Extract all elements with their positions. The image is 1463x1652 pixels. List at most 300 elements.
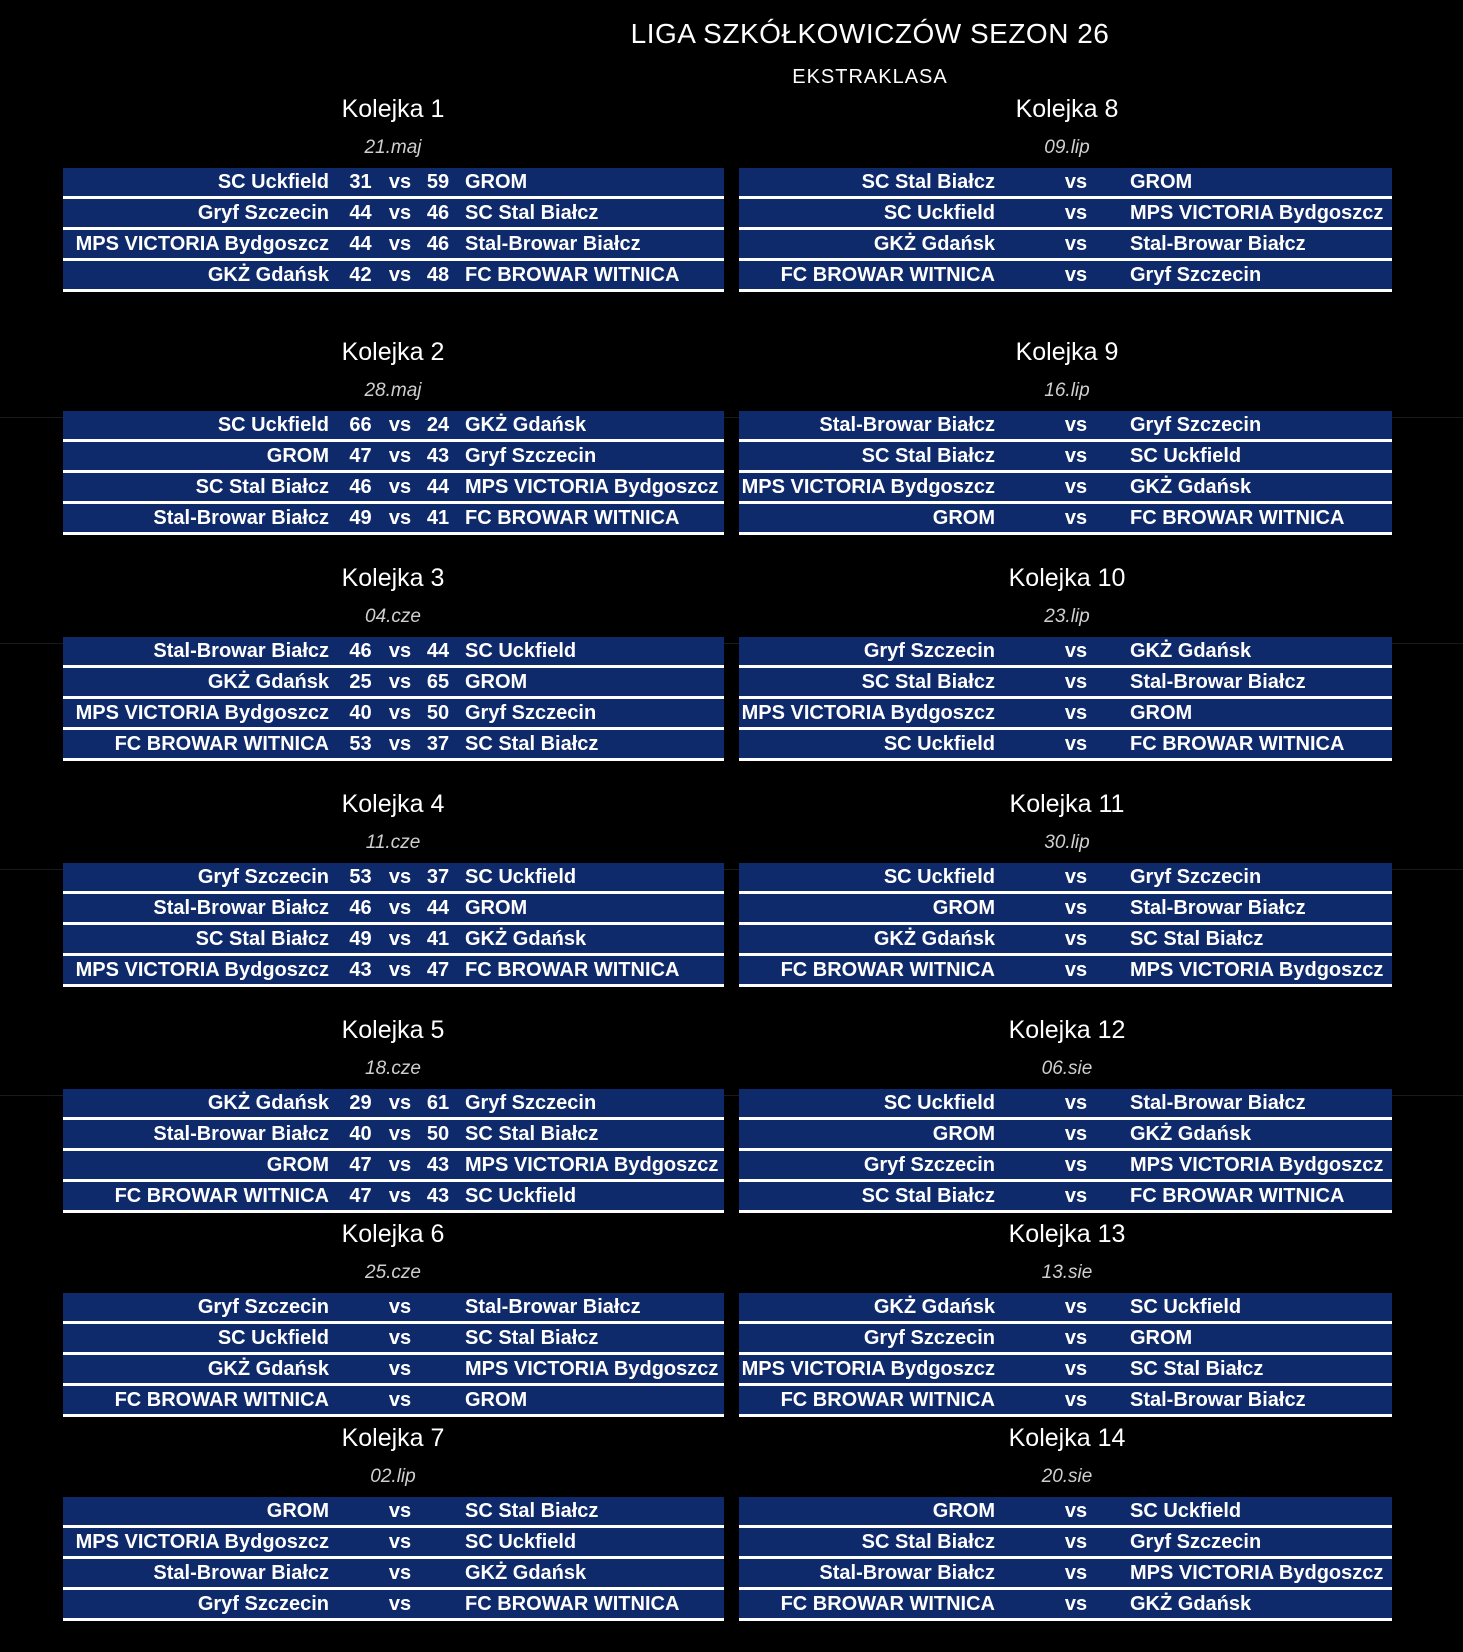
home-score: 47: [349, 1154, 372, 1176]
versus-label: vs: [388, 445, 412, 467]
match-list: [63, 863, 724, 987]
match-list: [63, 1497, 724, 1621]
home-score: 31: [349, 171, 372, 193]
home-team: SC Uckfield: [883, 866, 995, 888]
versus-label: vs: [388, 476, 412, 498]
home-team: Gryf Szczecin: [863, 1154, 995, 1176]
versus-label: vs: [388, 897, 412, 919]
match-row: [63, 1528, 724, 1559]
match-row: [739, 261, 1392, 292]
match-list: [63, 1089, 724, 1213]
versus-label: vs: [388, 1358, 412, 1380]
home-team: SC Uckfield: [883, 733, 995, 755]
match-row: [63, 699, 724, 730]
versus-label: vs: [388, 1123, 412, 1145]
round-title: Kolejka 7: [341, 1424, 445, 1452]
away-team: Gryf Szczecin: [1130, 264, 1262, 286]
away-team: Stal-Browar Białcz: [1130, 1389, 1306, 1411]
versus-label: vs: [1064, 1185, 1088, 1207]
away-team: SC Stal Białcz: [465, 202, 599, 224]
home-team: FC BROWAR WITNICA: [780, 264, 995, 286]
away-team: SC Stal Białcz: [465, 1500, 599, 1522]
versus-label: vs: [388, 1296, 412, 1318]
home-team: FC BROWAR WITNICA: [114, 1389, 329, 1411]
round-date: 20.sie: [1041, 1466, 1093, 1487]
away-team: SC Stal Białcz: [1130, 928, 1264, 950]
round-date: 11.cze: [365, 832, 421, 853]
match-row: [63, 894, 724, 925]
round-title: Kolejka 4: [341, 790, 445, 818]
match-row: [739, 442, 1392, 473]
round-title: Kolejka 12: [1008, 1016, 1126, 1044]
away-score: 46: [426, 202, 450, 224]
home-score: 40: [349, 702, 372, 724]
match-row: [739, 730, 1392, 761]
home-team: GROM: [932, 897, 995, 919]
away-team: Gryf Szczecin: [1130, 1531, 1262, 1553]
match-row: [739, 699, 1392, 730]
match-list: [739, 168, 1392, 292]
versus-label: vs: [388, 202, 412, 224]
away-team: GROM: [465, 671, 528, 693]
home-score: 40: [349, 1123, 372, 1145]
away-team: FC BROWAR WITNICA: [465, 264, 680, 286]
home-team: GROM: [266, 445, 329, 467]
versus-label: vs: [388, 1562, 412, 1584]
home-team: MPS VICTORIA Bydgoszcz: [75, 959, 329, 981]
match-list: [739, 863, 1392, 987]
versus-label: vs: [388, 928, 412, 950]
away-score: 47: [426, 959, 450, 981]
match-row: [63, 668, 724, 699]
away-team: FC BROWAR WITNICA: [1130, 507, 1345, 529]
home-score: 49: [349, 928, 372, 950]
away-team: FC BROWAR WITNICA: [465, 507, 680, 529]
away-team: MPS VICTORIA Bydgoszcz: [465, 1358, 719, 1380]
away-team: SC Stal Białcz: [1130, 1358, 1264, 1380]
round-title: Kolejka 11: [1009, 790, 1125, 818]
home-team: MPS VICTORIA Bydgoszcz: [75, 233, 329, 255]
versus-label: vs: [1064, 202, 1088, 224]
home-team: GROM: [932, 1500, 995, 1522]
away-score: 48: [426, 264, 450, 286]
match-row: [63, 230, 724, 261]
match-row: [739, 1151, 1392, 1182]
away-team: GKŻ Gdańsk: [1130, 1593, 1252, 1615]
home-team: SC Stal Białcz: [861, 1185, 995, 1207]
match-list: [63, 411, 724, 535]
away-team: Gryf Szczecin: [1130, 866, 1262, 888]
away-score: 43: [426, 1185, 450, 1207]
away-team: GKŻ Gdańsk: [1130, 1123, 1252, 1145]
match-list: [739, 1497, 1392, 1621]
away-team: GROM: [1130, 171, 1193, 193]
page-title: LIGA SZKÓŁKOWICZÓW SEZON 26: [630, 18, 1110, 49]
home-team: SC Uckfield: [217, 414, 329, 436]
match-row: [63, 199, 724, 230]
match-row: [739, 411, 1392, 442]
home-score: 49: [349, 507, 372, 529]
match-row: [739, 504, 1392, 535]
away-score: 43: [426, 1154, 450, 1176]
versus-label: vs: [1064, 702, 1088, 724]
away-team: GROM: [465, 171, 528, 193]
match-row: [63, 1590, 724, 1621]
versus-label: vs: [1064, 445, 1088, 467]
versus-label: vs: [1064, 414, 1088, 436]
versus-label: vs: [1064, 1358, 1088, 1380]
match-list: [739, 1293, 1392, 1417]
home-team: SC Stal Białcz: [195, 928, 329, 950]
away-team: Stal-Browar Białcz: [465, 1296, 641, 1318]
round-date: 23.lip: [1044, 606, 1090, 627]
versus-label: vs: [388, 1593, 412, 1615]
match-row: [63, 1182, 724, 1213]
versus-label: vs: [1064, 264, 1088, 286]
versus-label: vs: [1064, 866, 1088, 888]
away-score: 59: [426, 171, 450, 193]
match-row: [739, 1386, 1392, 1417]
match-row: [63, 925, 724, 956]
away-team: Stal-Browar Białcz: [1130, 1092, 1306, 1114]
versus-label: vs: [1064, 928, 1088, 950]
versus-label: vs: [388, 1500, 412, 1522]
versus-label: vs: [388, 414, 412, 436]
away-team: Gryf Szczecin: [465, 1092, 597, 1114]
home-team: MPS VICTORIA Bydgoszcz: [75, 702, 329, 724]
match-row: [739, 894, 1392, 925]
home-team: SC Stal Białcz: [861, 671, 995, 693]
round-title: Kolejka 6: [341, 1220, 445, 1248]
round-date: 02.lip: [370, 1466, 416, 1487]
round-title: Kolejka 3: [341, 564, 445, 592]
away-team: SC Uckfield: [1130, 1296, 1242, 1318]
home-team: GKŻ Gdańsk: [207, 1092, 329, 1114]
away-team: Gryf Szczecin: [1130, 414, 1262, 436]
home-team: Gryf Szczecin: [197, 1593, 329, 1615]
match-row: [739, 1590, 1392, 1621]
home-team: FC BROWAR WITNICA: [780, 1389, 995, 1411]
home-team: GROM: [932, 1123, 995, 1145]
match-row: [739, 863, 1392, 894]
away-score: 61: [426, 1092, 450, 1114]
match-row: [63, 411, 724, 442]
round-date: 09.lip: [1044, 137, 1090, 158]
versus-label: vs: [388, 1531, 412, 1553]
home-team: FC BROWAR WITNICA: [114, 733, 329, 755]
versus-label: vs: [388, 702, 412, 724]
versus-label: vs: [1064, 1562, 1088, 1584]
away-score: 46: [426, 233, 450, 255]
home-score: 53: [349, 733, 372, 755]
versus-label: vs: [388, 1185, 412, 1207]
versus-label: vs: [388, 264, 412, 286]
home-team: GKŻ Gdańsk: [207, 264, 329, 286]
versus-label: vs: [1064, 476, 1088, 498]
round-title: Kolejka 2: [341, 338, 445, 366]
away-team: GKŻ Gdańsk: [465, 414, 587, 436]
away-team: SC Stal Białcz: [465, 1123, 599, 1145]
match-row: [739, 1182, 1392, 1213]
versus-label: vs: [1064, 171, 1088, 193]
away-team: Stal-Browar Białcz: [1130, 671, 1306, 693]
versus-label: vs: [388, 671, 412, 693]
away-score: 41: [426, 507, 450, 529]
away-team: MPS VICTORIA Bydgoszcz: [465, 1154, 719, 1176]
match-row: [739, 1528, 1392, 1559]
home-score: 46: [349, 640, 372, 662]
home-score: 43: [349, 959, 372, 981]
versus-label: vs: [1064, 1389, 1088, 1411]
match-row: [739, 1497, 1392, 1528]
away-team: SC Stal Białcz: [465, 733, 599, 755]
home-team: Stal-Browar Białcz: [153, 507, 329, 529]
home-team: SC Uckfield: [217, 1327, 329, 1349]
away-team: Stal-Browar Białcz: [465, 233, 641, 255]
match-row: [63, 1151, 724, 1182]
match-row: [63, 1497, 724, 1528]
match-row: [63, 1355, 724, 1386]
away-team: FC BROWAR WITNICA: [1130, 733, 1345, 755]
home-team: GROM: [266, 1154, 329, 1176]
versus-label: vs: [1064, 959, 1088, 981]
round-date: 13.sie: [1041, 1262, 1093, 1283]
versus-label: vs: [1064, 1593, 1088, 1615]
away-team: Gryf Szczecin: [465, 702, 597, 724]
match-row: [63, 956, 724, 987]
match-row: [63, 1559, 724, 1590]
round-title: Kolejka 1: [341, 95, 445, 123]
home-team: SC Uckfield: [883, 202, 995, 224]
home-team: SC Uckfield: [883, 1092, 995, 1114]
home-score: 29: [349, 1092, 372, 1114]
away-team: Stal-Browar Białcz: [1130, 233, 1306, 255]
round-date: 25.cze: [365, 1262, 421, 1283]
match-row: [63, 730, 724, 761]
round-title: Kolejka 10: [1008, 564, 1126, 592]
away-team: MPS VICTORIA Bydgoszcz: [465, 476, 719, 498]
away-team: SC Uckfield: [1130, 1500, 1242, 1522]
round-title: Kolejka 14: [1008, 1424, 1126, 1452]
away-team: GKŻ Gdańsk: [465, 928, 587, 950]
match-row: [739, 230, 1392, 261]
versus-label: vs: [1064, 1296, 1088, 1318]
match-row: [739, 637, 1392, 668]
versus-label: vs: [388, 959, 412, 981]
away-team: Stal-Browar Białcz: [1130, 897, 1306, 919]
versus-label: vs: [388, 733, 412, 755]
away-team: FC BROWAR WITNICA: [1130, 1185, 1345, 1207]
match-row: [739, 168, 1392, 199]
match-row: [63, 168, 724, 199]
round-title: Kolejka 5: [341, 1016, 445, 1044]
match-row: [63, 637, 724, 668]
match-row: [63, 261, 724, 292]
away-score: 44: [426, 897, 450, 919]
home-team: FC BROWAR WITNICA: [780, 1593, 995, 1615]
match-list: [63, 637, 724, 761]
versus-label: vs: [1064, 640, 1088, 662]
versus-label: vs: [388, 866, 412, 888]
round-date: 16.lip: [1044, 380, 1090, 401]
away-team: SC Uckfield: [465, 640, 577, 662]
home-team: Stal-Browar Białcz: [153, 1123, 329, 1145]
versus-label: vs: [1064, 897, 1088, 919]
away-team: SC Uckfield: [465, 1185, 577, 1207]
home-team: Stal-Browar Białcz: [819, 414, 995, 436]
away-team: SC Stal Białcz: [465, 1327, 599, 1349]
away-score: 65: [426, 671, 450, 693]
home-team: MPS VICTORIA Bydgoszcz: [75, 1531, 329, 1553]
versus-label: vs: [388, 1154, 412, 1176]
home-team: Gryf Szczecin: [197, 866, 329, 888]
round-title: Kolejka 13: [1008, 1220, 1126, 1248]
home-team: GKŻ Gdańsk: [207, 671, 329, 693]
away-team: FC BROWAR WITNICA: [465, 1593, 680, 1615]
versus-label: vs: [1064, 233, 1088, 255]
away-team: MPS VICTORIA Bydgoszcz: [1130, 202, 1384, 224]
away-team: SC Uckfield: [465, 866, 577, 888]
match-row: [63, 504, 724, 535]
home-team: FC BROWAR WITNICA: [780, 959, 995, 981]
versus-label: vs: [1064, 1500, 1088, 1522]
home-team: SC Stal Białcz: [195, 476, 329, 498]
away-score: 44: [426, 476, 450, 498]
home-score: 25: [349, 671, 372, 693]
round-title: Kolejka 8: [1015, 95, 1119, 123]
round-title: Kolejka 9: [1015, 338, 1119, 366]
versus-label: vs: [1064, 1123, 1088, 1145]
home-team: SC Stal Białcz: [861, 1531, 995, 1553]
home-score: 44: [349, 233, 372, 255]
round-date: 06.sie: [1041, 1058, 1093, 1079]
away-score: 43: [426, 445, 450, 467]
match-row: [739, 668, 1392, 699]
home-team: SC Stal Białcz: [861, 445, 995, 467]
away-team: GKŻ Gdańsk: [1130, 640, 1252, 662]
home-score: 46: [349, 897, 372, 919]
match-row: [63, 442, 724, 473]
home-team: Stal-Browar Białcz: [153, 640, 329, 662]
versus-label: vs: [388, 1327, 412, 1349]
match-list: [739, 637, 1392, 761]
round-date: 30.lip: [1044, 832, 1090, 853]
home-team: GKŻ Gdańsk: [873, 928, 995, 950]
match-row: [739, 1120, 1392, 1151]
away-team: SC Uckfield: [465, 1531, 577, 1553]
home-team: MPS VICTORIA Bydgoszcz: [741, 702, 995, 724]
home-team: MPS VICTORIA Bydgoszcz: [741, 1358, 995, 1380]
away-team: GROM: [1130, 1327, 1193, 1349]
match-row: [739, 1559, 1392, 1590]
away-score: 50: [426, 1123, 450, 1145]
match-row: [739, 925, 1392, 956]
match-list: [63, 168, 724, 292]
home-team: FC BROWAR WITNICA: [114, 1185, 329, 1207]
versus-label: vs: [388, 1389, 412, 1411]
page-subtitle: EKSTRAKLASA: [792, 66, 948, 88]
versus-label: vs: [388, 1092, 412, 1114]
home-score: 44: [349, 202, 372, 224]
versus-label: vs: [1064, 671, 1088, 693]
home-team: GKŻ Gdańsk: [207, 1358, 329, 1380]
versus-label: vs: [1064, 1327, 1088, 1349]
away-team: MPS VICTORIA Bydgoszcz: [1130, 1562, 1384, 1584]
match-row: [739, 1293, 1392, 1324]
versus-label: vs: [1064, 1154, 1088, 1176]
versus-label: vs: [388, 233, 412, 255]
round-date: 04.cze: [365, 606, 421, 627]
round-date: 21.maj: [364, 137, 422, 158]
match-row: [739, 1324, 1392, 1355]
home-team: MPS VICTORIA Bydgoszcz: [741, 476, 995, 498]
home-team: Gryf Szczecin: [863, 1327, 995, 1349]
versus-label: vs: [1064, 733, 1088, 755]
home-score: 66: [349, 414, 372, 436]
match-row: [63, 863, 724, 894]
away-team: GROM: [465, 897, 528, 919]
match-row: [63, 1089, 724, 1120]
round-date: 18.cze: [365, 1058, 421, 1079]
away-team: FC BROWAR WITNICA: [465, 959, 680, 981]
versus-label: vs: [388, 640, 412, 662]
versus-label: vs: [1064, 1092, 1088, 1114]
home-team: Stal-Browar Białcz: [153, 1562, 329, 1584]
round-date: 28.maj: [364, 380, 422, 401]
home-team: Gryf Szczecin: [863, 640, 995, 662]
home-team: Gryf Szczecin: [197, 1296, 329, 1318]
match-list: [63, 1293, 724, 1417]
home-score: 47: [349, 445, 372, 467]
home-team: Stal-Browar Białcz: [153, 897, 329, 919]
home-team: GKŻ Gdańsk: [873, 233, 995, 255]
versus-label: vs: [1064, 1531, 1088, 1553]
away-team: Gryf Szczecin: [465, 445, 597, 467]
home-score: 42: [349, 264, 372, 286]
home-score: 47: [349, 1185, 372, 1207]
match-row: [63, 1120, 724, 1151]
home-team: SC Stal Białcz: [861, 171, 995, 193]
away-score: 50: [426, 702, 450, 724]
home-team: GKŻ Gdańsk: [873, 1296, 995, 1318]
away-score: 44: [426, 640, 450, 662]
match-row: [63, 1293, 724, 1324]
away-score: 37: [426, 866, 450, 888]
match-list: [739, 411, 1392, 535]
match-list: [739, 1089, 1392, 1213]
home-team: Stal-Browar Białcz: [819, 1562, 995, 1584]
versus-label: vs: [1064, 507, 1088, 529]
away-team: MPS VICTORIA Bydgoszcz: [1130, 1154, 1384, 1176]
match-row: [739, 473, 1392, 504]
match-row: [63, 473, 724, 504]
home-score: 46: [349, 476, 372, 498]
away-team: GROM: [1130, 702, 1193, 724]
away-team: GROM: [465, 1389, 528, 1411]
versus-label: vs: [388, 171, 412, 193]
away-score: 41: [426, 928, 450, 950]
away-team: SC Uckfield: [1130, 445, 1242, 467]
away-team: GKŻ Gdańsk: [465, 1562, 587, 1584]
match-row: [739, 956, 1392, 987]
home-team: GROM: [266, 1500, 329, 1522]
home-score: 53: [349, 866, 372, 888]
match-row: [739, 1089, 1392, 1120]
away-team: MPS VICTORIA Bydgoszcz: [1130, 959, 1384, 981]
match-row: [739, 1355, 1392, 1386]
away-score: 24: [426, 414, 450, 436]
home-team: Gryf Szczecin: [197, 202, 329, 224]
